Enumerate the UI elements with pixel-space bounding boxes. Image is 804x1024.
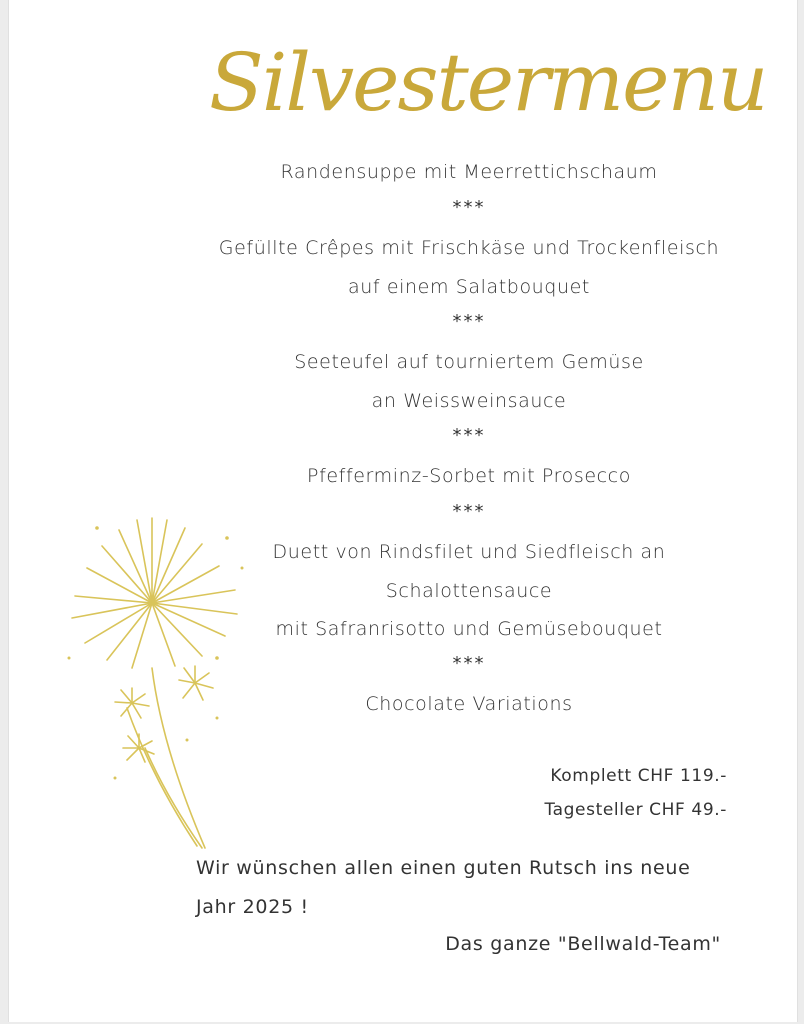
separator: *** xyxy=(452,425,486,446)
separator: *** xyxy=(452,197,486,218)
signature: Das ganze "Bellwald-Team" xyxy=(445,933,721,955)
course-5-line-1: Duett von Rindsfilet und Siedfleisch an xyxy=(272,541,666,563)
wish-line-1: Wir wünschen allen einen guten Rutsch ins neue xyxy=(196,857,691,879)
price-daily: Tagesteller CHF 49.- xyxy=(544,800,727,820)
course-3-line-2: an Weissweinsauce xyxy=(371,390,567,412)
course-2-line-2: auf einem Salatbouquet xyxy=(348,276,590,298)
course-1: Randensuppe mit Meerrettichschaum xyxy=(280,161,658,183)
course-4: Pfefferminz-Sorbet mit Prosecco xyxy=(307,465,631,487)
separator: *** xyxy=(452,311,486,332)
price-complete: Komplett CHF 119.- xyxy=(550,766,727,786)
separator: *** xyxy=(452,653,486,674)
menu-title: Silvestermenu xyxy=(209,36,767,129)
course-5-line-2: Schalottensauce xyxy=(385,580,553,602)
wish-line-2: Jahr 2025 ! xyxy=(196,896,309,918)
menu-page xyxy=(8,0,798,1022)
course-5-line-3: mit Safranrisotto und Gemüsebouquet xyxy=(275,618,663,640)
course-2-line-1: Gefüllte Crêpes mit Frischkäse und Trockenfleisch xyxy=(218,237,720,259)
separator: *** xyxy=(452,501,486,522)
course-6: Chocolate Variations xyxy=(365,693,573,715)
course-3-line-1: Seeteufel auf tourniertem Gemüse xyxy=(294,351,644,373)
